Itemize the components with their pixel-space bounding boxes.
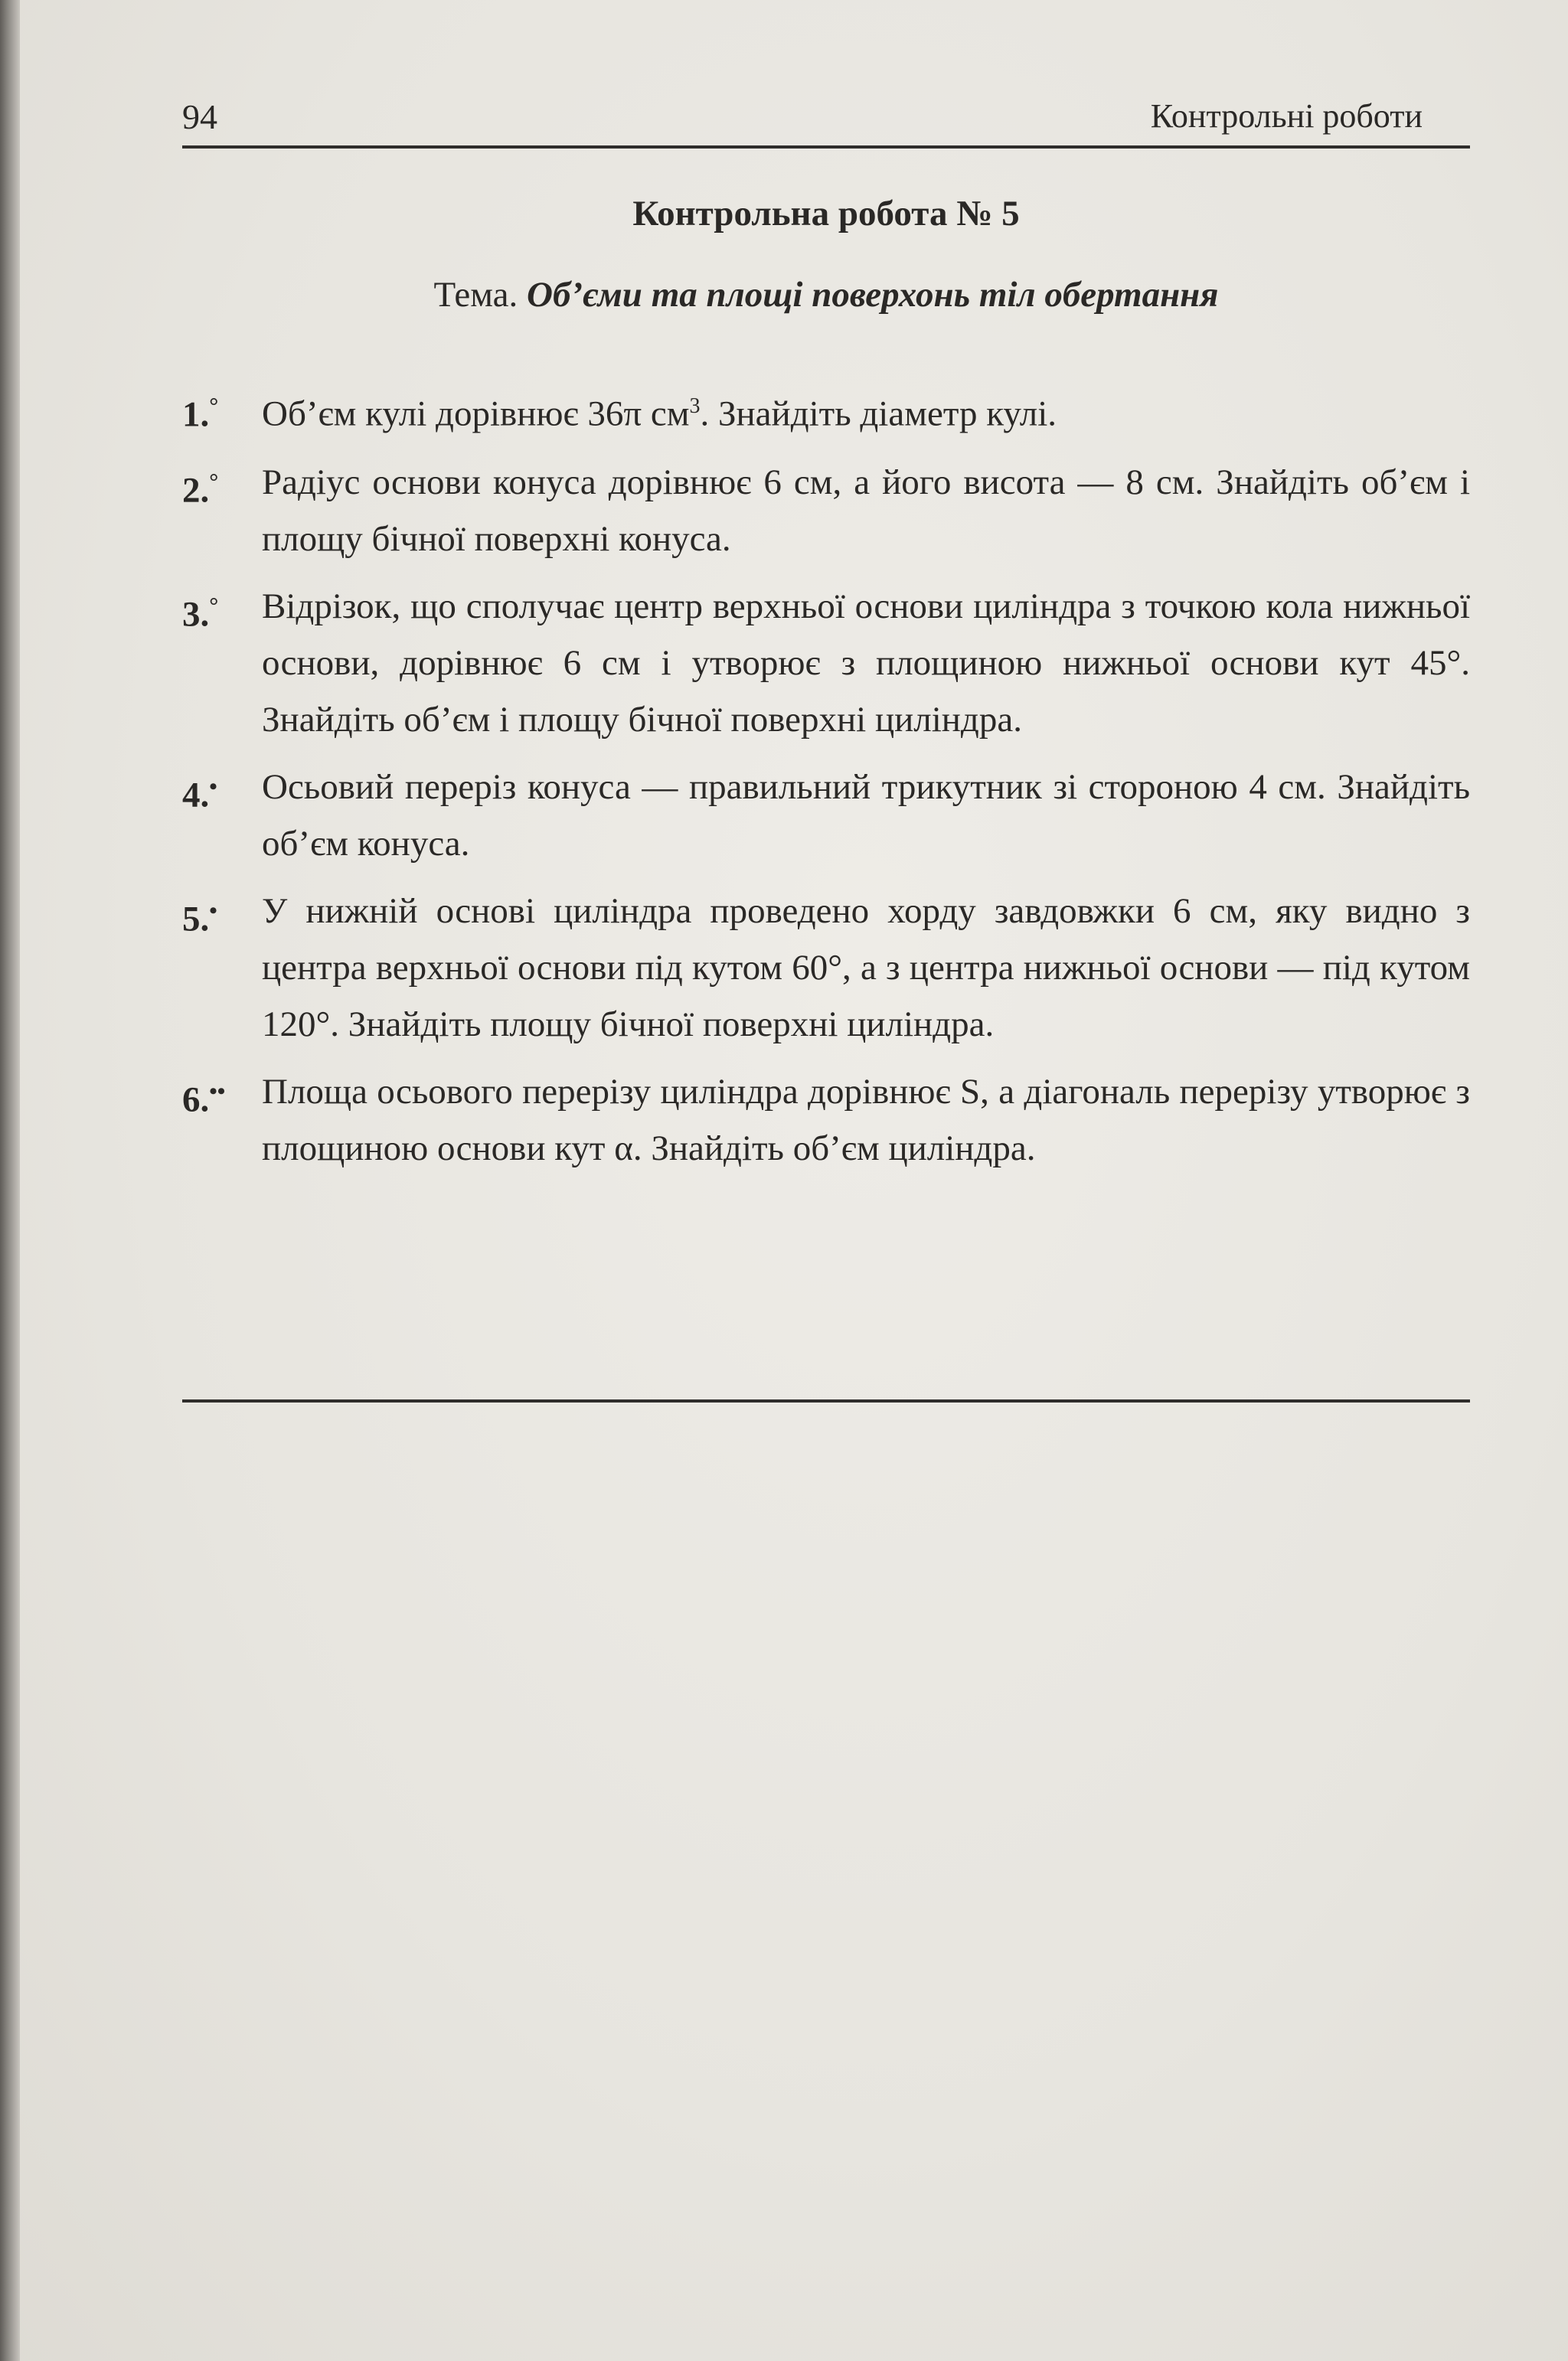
problem-list <box>182 378 1470 1187</box>
problem-6 <box>182 1063 1470 1177</box>
problem-2 <box>182 454 1470 567</box>
section-name: Контрольні роботи <box>1150 97 1423 135</box>
problem-text: Відрізок, що сполучає центр верхньої основи циліндра з точкою кола нижньої основи, дорівнює 6 см і утворює з площиною нижньої основи кут 45°. Знайдіть об’єм і площу бічної поверхні циліндра. <box>262 586 1470 740</box>
difficulty-mark: ° <box>209 469 219 495</box>
problem-text: Площа осьового перерізу циліндра дорівнює S, а діагональ перерізу утворює з площиною основи кут α. Знайдіть об’єм циліндра. <box>262 1071 1470 1168</box>
difficulty-mark: • <box>209 897 217 923</box>
problem-text: Радіус основи конуса дорівнює 6 см, а його висота — 8 см. Знайдіть об’єм і площу бічної поверхні конуса. <box>262 462 1470 559</box>
problem-number: 6.•• <box>182 1078 226 1120</box>
problem-number: 3.° <box>182 593 219 635</box>
difficulty-mark: ° <box>209 394 219 419</box>
problem-number: 5.• <box>182 897 217 939</box>
topic-text: Об’єми та площі поверхонь тіл обертання <box>527 275 1219 315</box>
problem-number: 2.° <box>182 469 219 511</box>
topic-label: Тема. <box>433 275 518 315</box>
page-binding-edge <box>0 0 20 2361</box>
bottom-rule <box>182 1399 1470 1403</box>
running-head <box>182 96 1470 149</box>
problem-text: У нижній основі циліндра проведено хорду завдовжки 6 см, яку видно з центра верхньої основи під кутом 60°, а з центра нижньої основи — під кутом 120°. Знайдіть площу бічної поверхні циліндра. <box>262 890 1470 1044</box>
problem-5 <box>182 883 1470 1053</box>
problem-text: Осьовий переріз конуса — правильний трикутник зі стороною 4 см. Знайдіть об’єм конуса. <box>262 766 1470 864</box>
page-number: 94 <box>182 97 217 136</box>
problem-text: Об’єм кулі дорівнює 36π $см^3$. Знайдіть діаметр кулі. <box>262 394 1057 434</box>
topic-line <box>182 274 1470 315</box>
difficulty-mark: ° <box>209 593 219 619</box>
exponent: 3 <box>689 394 701 418</box>
problem-number: 4.• <box>182 773 217 815</box>
difficulty-mark: •• <box>209 1078 226 1104</box>
problem-4 <box>182 759 1470 872</box>
problem-3 <box>182 578 1470 748</box>
page-title: Контрольна робота № 5 <box>632 194 1020 233</box>
problem-number: 1.° <box>182 394 219 435</box>
problem-1 <box>182 378 1470 443</box>
difficulty-mark: • <box>209 773 217 799</box>
